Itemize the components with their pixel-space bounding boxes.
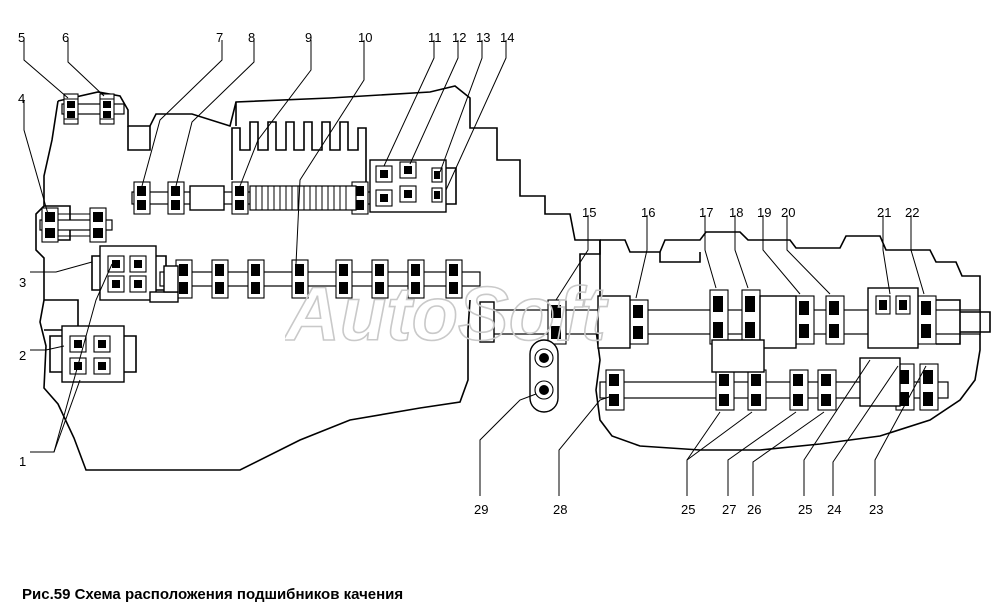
leader-lines-right-top: [556, 215, 924, 300]
callout-number-10: 10: [358, 30, 373, 45]
watermark-text: AutoSoft: [285, 272, 606, 357]
callout-number-25b: 25: [798, 502, 813, 517]
callout-number-1: 1: [19, 454, 27, 469]
callout-number-23: 23: [869, 502, 884, 517]
left-shaft-assembly-upper: [62, 94, 124, 124]
callout-number-26: 26: [747, 502, 762, 517]
callout-number-15: 15: [582, 205, 597, 220]
idler-detail-29: [530, 340, 558, 412]
fin-block: [232, 122, 366, 182]
callout-number-4: 4: [18, 91, 26, 106]
upper-right-bearing-block: [370, 160, 456, 212]
main-gearbox-shaft: [480, 288, 990, 348]
callout-number-28: 28: [553, 502, 568, 517]
callout-number-7: 7: [216, 30, 224, 45]
callout-number-12: 12: [452, 30, 467, 45]
left-shaft-assembly-middle: [40, 208, 112, 242]
callout-number-22: 22: [905, 205, 920, 220]
callout-number-11: 11: [428, 30, 442, 45]
callout-number-14: 14: [500, 30, 515, 45]
callout-number-19: 19: [757, 205, 772, 220]
callout-number-5: 5: [18, 30, 26, 45]
callout-number-6: 6: [62, 30, 70, 45]
callout-number-18: 18: [729, 205, 744, 220]
callout-number-17: 17: [699, 205, 714, 220]
callout-number-9: 9: [305, 30, 313, 45]
callout-number-8: 8: [248, 30, 256, 45]
countershaft-assembly: [600, 340, 948, 410]
callout-number-2: 2: [19, 348, 27, 363]
callout-number-24: 24: [827, 502, 842, 517]
center-long-shaft: [150, 260, 480, 302]
callout-number-16: 16: [641, 205, 656, 220]
callout-number-29: 29: [474, 502, 489, 517]
left-gear-cluster-lower: [50, 326, 136, 382]
callout-number-3: 3: [19, 275, 27, 290]
callout-number-25a: 25: [681, 502, 696, 517]
figure-caption: Рис.59 Схема расположения подшибников качения: [22, 586, 404, 603]
splined-section: [250, 186, 356, 210]
callout-number-27: 27: [722, 502, 737, 517]
callout-number-13: 13: [476, 30, 491, 45]
upper-shaft-assembly: [132, 122, 384, 214]
callout-number-21: 21: [877, 205, 892, 220]
callout-number-20: 20: [781, 205, 796, 220]
